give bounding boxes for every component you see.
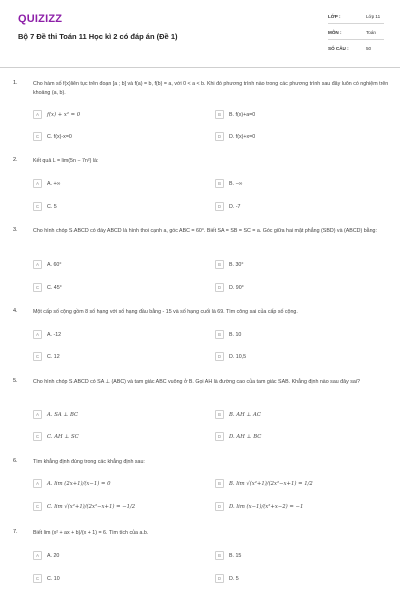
option-label: C. 45° <box>47 284 62 291</box>
meta-subject-value: Toán <box>366 30 376 35</box>
option-a[interactable] <box>33 478 110 489</box>
option-label: D. AH ⊥ BC <box>229 433 262 440</box>
option-label: B. 10 <box>229 331 242 338</box>
option-letter-box: D <box>215 132 224 141</box>
option-letter-box: C <box>33 574 42 583</box>
question-text: Một cấp số cộng gồm 8 số hạng với số hạng đầu bằng - 15 và số hạng cuối là 69. Tìm công sai của cấp số cộng. <box>33 309 298 315</box>
option-letter-box: B <box>215 330 224 339</box>
option-label: A. 60° <box>47 261 62 268</box>
meta-class-value: Lớp 11 <box>366 14 381 19</box>
option-c[interactable] <box>33 282 62 293</box>
option-label: B. f(x)+a=0 <box>229 111 256 118</box>
option-letter-box: A <box>33 551 42 560</box>
option-letter-box: C <box>33 502 42 511</box>
option-letter-box: A <box>33 260 42 269</box>
meta-divider <box>328 39 384 40</box>
quizizz-logo: QUIZIZZ <box>18 13 63 25</box>
option-c[interactable] <box>33 501 135 512</box>
option-label: C. f(x)-x=0 <box>47 133 72 140</box>
question-text: Kết quả L = lim(5n − 7n²) là: <box>33 158 99 164</box>
option-label: A. 20 <box>47 552 60 559</box>
option-label: A. -12 <box>47 331 62 338</box>
option-b[interactable] <box>215 409 261 420</box>
option-label: B. 30° <box>229 261 244 268</box>
option-d[interactable] <box>215 501 303 512</box>
question-text: Biết lim (x² + ax + b)/(x + 1) = 6. Tìm tích của a.b. <box>33 530 149 536</box>
option-label: C. 5 <box>47 203 57 210</box>
option-label: C. lim √(x²+1)/(2x²−x+1) = −1/2 <box>47 503 136 510</box>
option-letter-box: D <box>215 202 224 211</box>
option-letter-box: B <box>215 179 224 188</box>
question-text: Tìm khẳng định đúng trong các khẳng định sau: <box>33 459 145 465</box>
meta-subject-label: MÔN : <box>328 30 342 35</box>
option-b[interactable] <box>215 178 242 189</box>
option-letter-box: D <box>215 283 224 292</box>
option-label: B. −∞ <box>229 180 243 187</box>
option-a[interactable] <box>33 109 80 120</box>
option-c[interactable] <box>33 201 57 212</box>
question-number: 6. <box>13 458 18 464</box>
question-text: Cho hình chóp S.ABCD có SA ⊥ (ABC) và tam giác ABC vuông ở B. Gọi AH là đường cao của tam giác SAB. Khẳng định nào sau đây sai? <box>33 379 360 385</box>
header-divider <box>0 67 400 68</box>
option-label: A. SA ⊥ BC <box>47 411 79 418</box>
option-d[interactable] <box>215 573 239 584</box>
option-d[interactable] <box>215 201 240 212</box>
option-b[interactable] <box>215 259 244 270</box>
question-number: 2. <box>13 157 18 163</box>
option-label: B. lim √(x²+1)/(2x²−x+1) = 1/2 <box>229 480 313 487</box>
page-title: Bộ 7 Đề thi Toán 11 Học kì 2 có đáp án (Đề 1) <box>18 32 178 41</box>
option-b[interactable] <box>215 329 241 340</box>
option-label: A. lim (2x+1)/(x−1) = 0 <box>47 480 111 487</box>
option-c[interactable] <box>33 431 79 442</box>
option-letter-box: A <box>33 179 42 188</box>
option-letter-box: D <box>215 502 224 511</box>
meta-class-label: LỚP : <box>328 14 341 19</box>
option-label: D. 10,5 <box>229 353 247 360</box>
option-c[interactable] <box>33 573 60 584</box>
option-letter-box: D <box>215 352 224 361</box>
option-label: A. +∞ <box>47 180 61 187</box>
option-label: C. 12 <box>47 353 60 360</box>
option-letter-box: B <box>215 551 224 560</box>
option-label: C. 10 <box>47 575 60 582</box>
option-letter-box: B <box>215 410 224 419</box>
question-number: 5. <box>13 378 18 384</box>
option-label: D. -7 <box>229 203 241 210</box>
option-a[interactable] <box>33 178 60 189</box>
question-number: 7. <box>13 529 18 535</box>
question-number: 4. <box>13 308 18 314</box>
option-d[interactable] <box>215 351 246 362</box>
question-text: Cho hình chóp S.ABCD có đáy ABCD là hình thoi cạnh a, góc ABC = 60°. Biết SA = SB = SC = a. Góc giữa hai mặt phẳng (SBD) và (ABCD) bằng: <box>33 228 377 234</box>
option-d[interactable] <box>215 131 255 142</box>
option-a[interactable] <box>33 259 62 270</box>
option-c[interactable] <box>33 351 60 362</box>
option-d[interactable] <box>215 431 261 442</box>
option-letter-box: A <box>33 110 42 119</box>
option-letter-box: D <box>215 432 224 441</box>
option-label: D. 90° <box>229 284 244 291</box>
document-header <box>0 0 400 68</box>
option-d[interactable] <box>215 282 244 293</box>
option-label: B. AH ⊥ AC <box>229 411 261 418</box>
option-a[interactable] <box>33 550 59 561</box>
option-letter-box: C <box>33 202 42 211</box>
option-b[interactable] <box>215 478 313 489</box>
option-label: f(x) + x² = 0 <box>47 111 81 118</box>
option-letter-box: A <box>33 410 42 419</box>
option-letter-box: C <box>33 352 42 361</box>
option-letter-box: D <box>215 574 224 583</box>
meta-count-label: SỐ CÂU : <box>328 46 349 51</box>
option-letter-box: B <box>215 110 224 119</box>
meta-count-value: 50 <box>366 46 372 51</box>
question-text: Cho hàm số f(x)liên tục trên đoạn [a ; b] và f(a) = b, f(b) = a, với 0 < a < b. Khi đó phương trình nào trong các phương trình sau đây luôn có nghiệm trên khoảng (a, b). <box>33 81 389 96</box>
option-c[interactable] <box>33 131 72 142</box>
question-number: 3. <box>13 227 18 233</box>
option-letter-box: A <box>33 330 42 339</box>
option-letter-box: B <box>215 260 224 269</box>
option-letter-box: A <box>33 479 42 488</box>
option-label: D. f(x)+x=0 <box>229 133 256 140</box>
option-label: C. AH ⊥ SC <box>47 433 79 440</box>
meta-divider <box>328 23 384 24</box>
question-number: 1. <box>13 80 18 86</box>
option-letter-box: B <box>215 479 224 488</box>
option-label: D. 5 <box>229 575 239 582</box>
option-label: D. lim (x−1)/(x²+x−2) = −1 <box>229 503 304 510</box>
option-b[interactable] <box>215 109 255 120</box>
option-letter-box: C <box>33 432 42 441</box>
option-letter-box: C <box>33 132 42 141</box>
option-letter-box: C <box>33 283 42 292</box>
option-b[interactable] <box>215 550 241 561</box>
option-a[interactable] <box>33 329 61 340</box>
option-label: B. 15 <box>229 552 242 559</box>
option-a[interactable] <box>33 409 78 420</box>
